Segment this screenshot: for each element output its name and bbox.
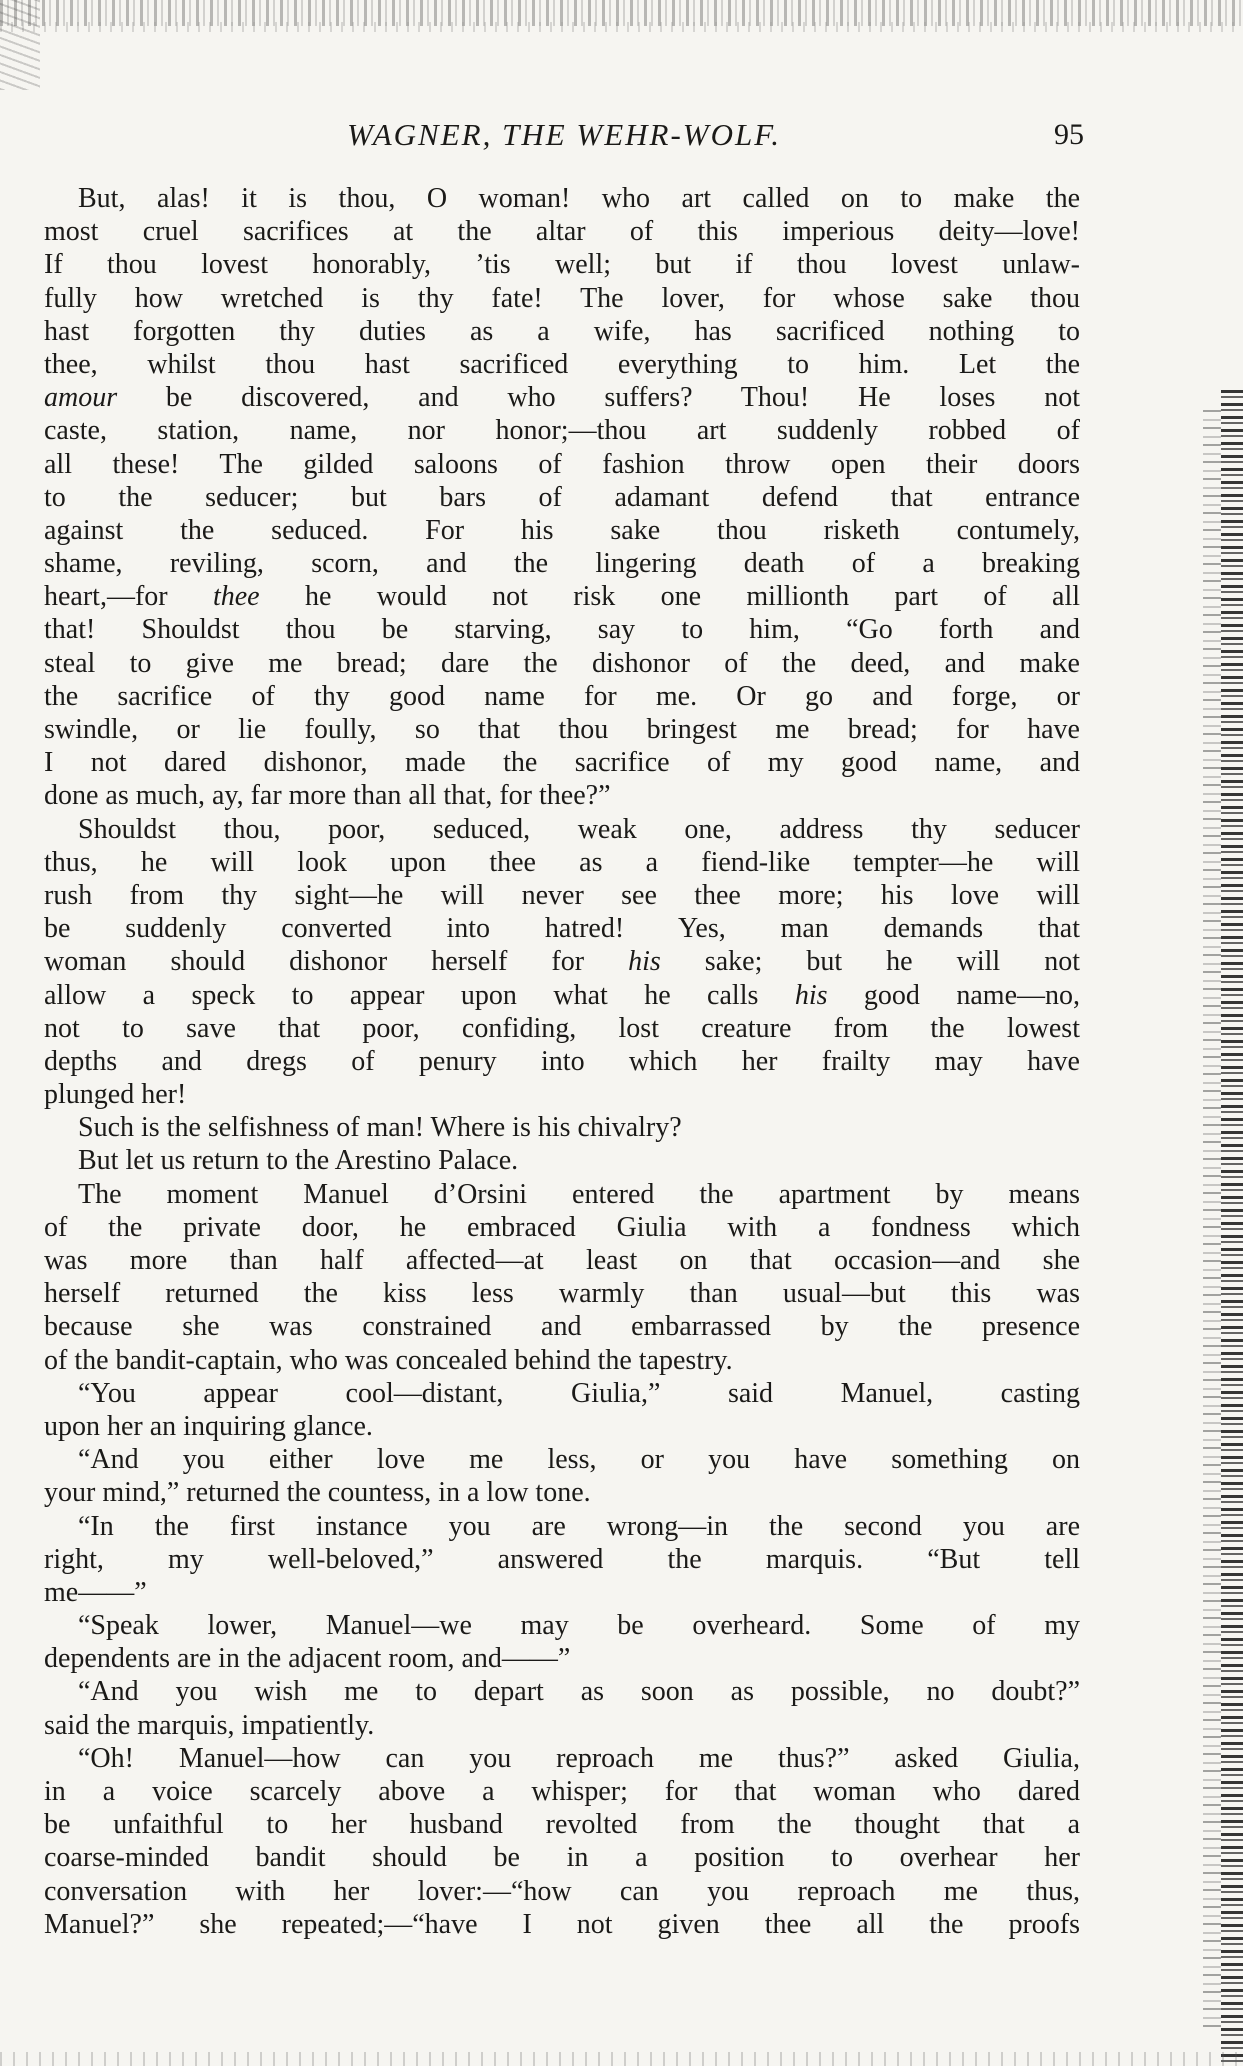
text-line: be unfaithful to her husband revolted from the thought that a	[44, 1809, 1080, 1841]
text-line: “In the first instance you are wrong—in the second you are	[78, 1510, 1080, 1542]
text-line-rest: he would not risk one millionth part of all	[259, 581, 1080, 613]
text-line-rest: sake; but he will not	[660, 946, 1081, 978]
italic-word: his	[628, 946, 661, 978]
text-line: right, my well-beloved,” answered the marquis. “But tell	[44, 1543, 1080, 1575]
text-line: thus, he will look upon thee as a fiend-like tempter—he will	[44, 846, 1080, 878]
text-line: steal to give me bread; dare the dishonor of the deed, and make	[44, 647, 1080, 679]
text-line: coarse-minded bandit should be in a position to overhear her	[44, 1842, 1080, 1874]
text-line: not to save that poor, confiding, lost creature from the lowest	[44, 1012, 1080, 1044]
scan-noise-top	[0, 0, 1243, 26]
text-line: done as much, ay, far more than all that, for thee?”	[44, 780, 611, 812]
text-line: “Oh! Manuel—how can you reproach me thus?” asked Giulia,	[78, 1742, 1080, 1774]
text-line: Manuel?” she repeated;—“have I not given thee all the proofs	[44, 1908, 1080, 1940]
text-line: your mind,” returned the countess, in a low tone.	[44, 1477, 591, 1509]
text-line: But, alas! it is thou, O woman! who art called on to make the	[78, 183, 1080, 214]
text-line: shame, reviling, scorn, and the lingering death of a breaking	[44, 548, 1080, 580]
text-line: against the seduced. For his sake thou risketh contumely,	[44, 514, 1080, 546]
page-number: 95	[1054, 118, 1084, 151]
text-line: I not dared dishonor, made the sacrifice of my good name, and	[44, 747, 1080, 779]
text-line: Shouldst thou, poor, seduced, weak one, address thy seducer	[78, 813, 1080, 845]
text-line: Such is the selfishness of man! Where is his chivalry?	[78, 1112, 682, 1144]
italic-word: thee	[212, 581, 260, 613]
text-line: the sacrifice of thy good name for me. Or go and forge, or	[44, 680, 1080, 712]
text-line: to the seducer; but bars of adamant defend that entrance	[44, 481, 1080, 513]
text-line: If thou lovest honorably, ’tis well; but if thou lovest unlaw-	[44, 249, 1080, 281]
text-line: of the private door, he embraced Giulia with a fondness which	[44, 1211, 1080, 1243]
text-line	[44, 945, 1080, 978]
running-title: WAGNER, THE WEHR-WOLF.	[347, 117, 781, 152]
text-line: “And you either love me less, or you have something on	[78, 1444, 1080, 1476]
text-line: because she was constrained and embarrassed by the presence	[44, 1311, 1080, 1343]
text-line-rest: good name—no,	[827, 979, 1080, 1011]
text-line-rest: be discovered, and who suffers? Thou! He loses not	[117, 382, 1080, 414]
scan-noise-bottom	[0, 2052, 1243, 2066]
text-line: me——”	[44, 1576, 147, 1608]
running-head	[44, 112, 1084, 158]
scan-edge-right	[1221, 390, 1243, 2066]
text-line: caste, station, name, nor honor;—thou art suddenly robbed of	[44, 415, 1080, 447]
text-line: was more than half affected—at least on that occasion—and she	[44, 1245, 1080, 1276]
text-line: swindle, or lie foully, so that thou bringest me bread; for have	[44, 714, 1080, 745]
text-line: that! Shouldst thou be starving, say to him, “Go forth and	[44, 614, 1080, 646]
text-line: fully how wretched is thy fate! The lover, for whose sake thou	[44, 282, 1080, 314]
body-text	[44, 182, 1080, 1941]
text-line-start: allow a speck to appear upon what he calls	[44, 979, 795, 1011]
scan-noise-left	[0, 0, 40, 90]
text-line: rush from thy sight—he will never see thee more; his love will	[44, 879, 1080, 911]
text-line: hast forgotten thy duties as a wife, has sacrificed nothing to	[44, 315, 1080, 347]
text-line: plunged her!	[44, 1079, 187, 1111]
text-line: “Speak lower, Manuel—we may be overheard. Some of my	[78, 1610, 1080, 1642]
text-line: all these! The gilded saloons of fashion throw open their doors	[44, 448, 1080, 480]
italic-word: his	[794, 979, 828, 1011]
text-line	[44, 381, 1080, 414]
text-line: thee, whilst thou hast sacrificed everything to him. Let the	[44, 348, 1080, 380]
text-line: conversation with her lover:—“how can you reproach me thus,	[44, 1875, 1080, 1907]
text-line	[44, 979, 1080, 1012]
text-line: be suddenly converted into hatred! Yes, man demands that	[44, 913, 1080, 945]
text-line: But let us return to the Arestino Palace.	[78, 1145, 519, 1177]
text-line	[44, 580, 1080, 613]
text-line: herself returned the kiss less warmly than usual—but this was	[44, 1278, 1080, 1310]
text-line: The moment Manuel d’Orsini entered the apartment by means	[78, 1178, 1080, 1210]
text-line: “You appear cool—distant, Giulia,” said Manuel, casting	[78, 1377, 1080, 1409]
italic-word: amour	[44, 382, 118, 414]
scan-edge-right-inner	[1203, 410, 1221, 2030]
text-line: dependents are in the adjacent room, and——”	[44, 1643, 571, 1675]
text-line: upon her an inquiring glance.	[44, 1410, 373, 1442]
text-line-start: heart,—for	[44, 581, 213, 613]
text-line: most cruel sacrifices at the altar of this imperious deity—love!	[44, 216, 1080, 248]
text-line: in a voice scarcely above a whisper; for that woman who dared	[44, 1776, 1080, 1807]
text-line: said the marquis, impatiently.	[44, 1709, 375, 1741]
text-line: of the bandit-captain, who was concealed behind the tapestry.	[44, 1344, 733, 1376]
text-line-start: woman should dishonor herself for	[44, 946, 629, 978]
text-line: “And you wish me to depart as soon as possible, no doubt?”	[78, 1676, 1080, 1708]
text-line: depths and dregs of penury into which her frailty may have	[44, 1045, 1080, 1077]
